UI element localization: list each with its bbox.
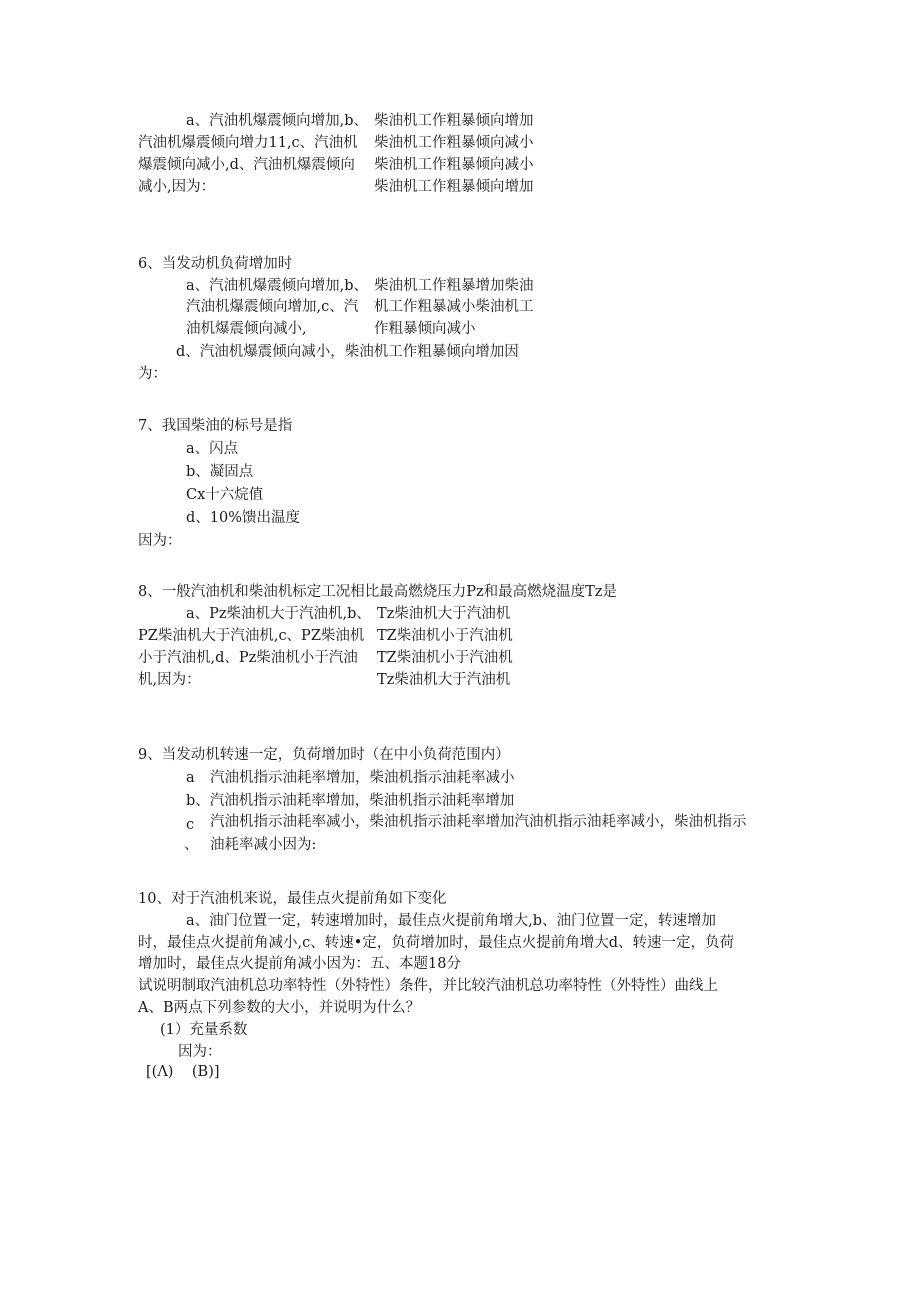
q8-right-4: Tz柴油机大于汽油机 bbox=[377, 672, 511, 688]
q8-left-1: a、Pz柴油机大于汽油机,b、 bbox=[186, 606, 371, 622]
q8-left-3: 小于汽油机,d、Pz柴油机小于汽油 bbox=[138, 650, 358, 666]
q8-right-1: Tz柴油机大于汽油机 bbox=[377, 606, 511, 622]
q8-right-3: TZ柴油机小于汽油机 bbox=[377, 650, 513, 666]
q7-option-c: Cx十六烷值 bbox=[186, 487, 264, 503]
q10-line-3: 增加时，最佳点火提前角减小因为：五、本题18分 bbox=[138, 956, 461, 972]
q6-option-d: d、汽油机爆震倾向减小，柴油机工作粗暴倾向增加因 bbox=[176, 344, 519, 360]
q9-option-c-line-2: 油耗率减小因为: bbox=[210, 837, 317, 853]
q6-right-2: 机工作粗暴减小柴油机工 bbox=[374, 299, 534, 315]
q5-right-1: 柴油机工作粗暴倾向增加 bbox=[374, 113, 534, 129]
q6-left-2: 汽油机爆震倾向增加,c、汽 bbox=[186, 299, 359, 315]
q10-sub-1: (1）充量系数 bbox=[160, 1022, 248, 1038]
q6-because: 为： bbox=[138, 366, 167, 382]
q9-option-c-mark: c bbox=[186, 817, 195, 833]
q6-right-1: 柴油机工作粗暴增加柴油 bbox=[374, 278, 534, 294]
q9-title: 9、当发动机转速一定，负荷增加时（在中小负荷范围内） bbox=[138, 747, 510, 763]
q5-right-2: 柴油机工作粗暴倾向减小 bbox=[374, 135, 534, 151]
q10-line-5: A、B两点下列参数的大小，并说明为什么？ bbox=[138, 1000, 421, 1016]
q10-ab-labels: [(Λ) (B)] bbox=[146, 1064, 220, 1080]
q9-option-b: b、汽油机指示油耗率增加，柴油机指示油耗率增加 bbox=[186, 793, 515, 809]
q9-option-a-mark: a bbox=[186, 770, 195, 786]
q7-option-d: d、10%馈出温度 bbox=[186, 510, 301, 526]
q5-left-2: 汽油机爆震倾向增力11,c、汽油机 bbox=[138, 135, 358, 151]
q7-because: 因为： bbox=[138, 533, 182, 549]
q7-option-a: a、闪点 bbox=[186, 441, 239, 457]
q7-title: 7、我国柴油的标号是指 bbox=[138, 418, 293, 434]
q10-line-2: 时，最佳点火提前角减小,c、转速•定，负荷增加时，最佳点火提前角增大d、转速一定，负荷 bbox=[138, 935, 735, 951]
q6-right-3: 作粗暴倾向减小 bbox=[374, 321, 476, 337]
q9-option-c-sep: 、 bbox=[184, 837, 199, 853]
q8-left-2: PZ柴油机大于汽油机,c、PZ柴油机 bbox=[138, 628, 365, 644]
q10-line-1: a、油门位置一定，转速增加时，最佳点火提前角增大,b、油门位置一定，转速增加 bbox=[186, 913, 717, 929]
q10-because: 因为： bbox=[178, 1044, 222, 1060]
q8-title: 8、一般汽油机和柴油机标定工况相比最高燃烧压力Pz和最高燃烧温度Tz是 bbox=[138, 584, 617, 600]
q6-title: 6、当发动机负荷增加时 bbox=[138, 256, 293, 272]
q5-left-4: 减小,因为： bbox=[138, 179, 216, 195]
q5-left-1: a、汽油机爆震倾向增加,b、 bbox=[186, 113, 369, 129]
q9-option-a-text: 汽油机指示油耗率增加，柴油机指示油耗率减小 bbox=[210, 770, 515, 786]
q5-right-4: 柴油机工作粗暴倾向增加 bbox=[374, 179, 534, 195]
q9-option-c-line-1: 汽油机指示油耗率减小，柴油机指示油耗率增加汽油机指示油耗率减小，柴油机指示 bbox=[210, 814, 747, 830]
q6-left-3: 油机爆震倾向减小, bbox=[186, 321, 307, 337]
q10-title: 10、对于汽油机来说，最佳点火提前角如下变化 bbox=[138, 891, 447, 907]
q8-left-4: 机,因为： bbox=[138, 672, 201, 688]
q8-right-2: TZ柴油机小于汽油机 bbox=[377, 628, 513, 644]
q7-option-b: b、凝固点 bbox=[186, 464, 254, 480]
q6-left-1: a、汽油机爆震倾向增加,b、 bbox=[186, 278, 369, 294]
q5-right-3: 柴油机工作粗暴倾向减小 bbox=[374, 157, 534, 173]
q10-line-4: 试说明制取汽油机总功率特性（外特性）条件，并比较汽油机总功率特性（外特性）曲线上 bbox=[138, 978, 718, 994]
q5-left-3: 爆震倾向减小,d、汽油机爆震倾向 bbox=[138, 157, 355, 173]
